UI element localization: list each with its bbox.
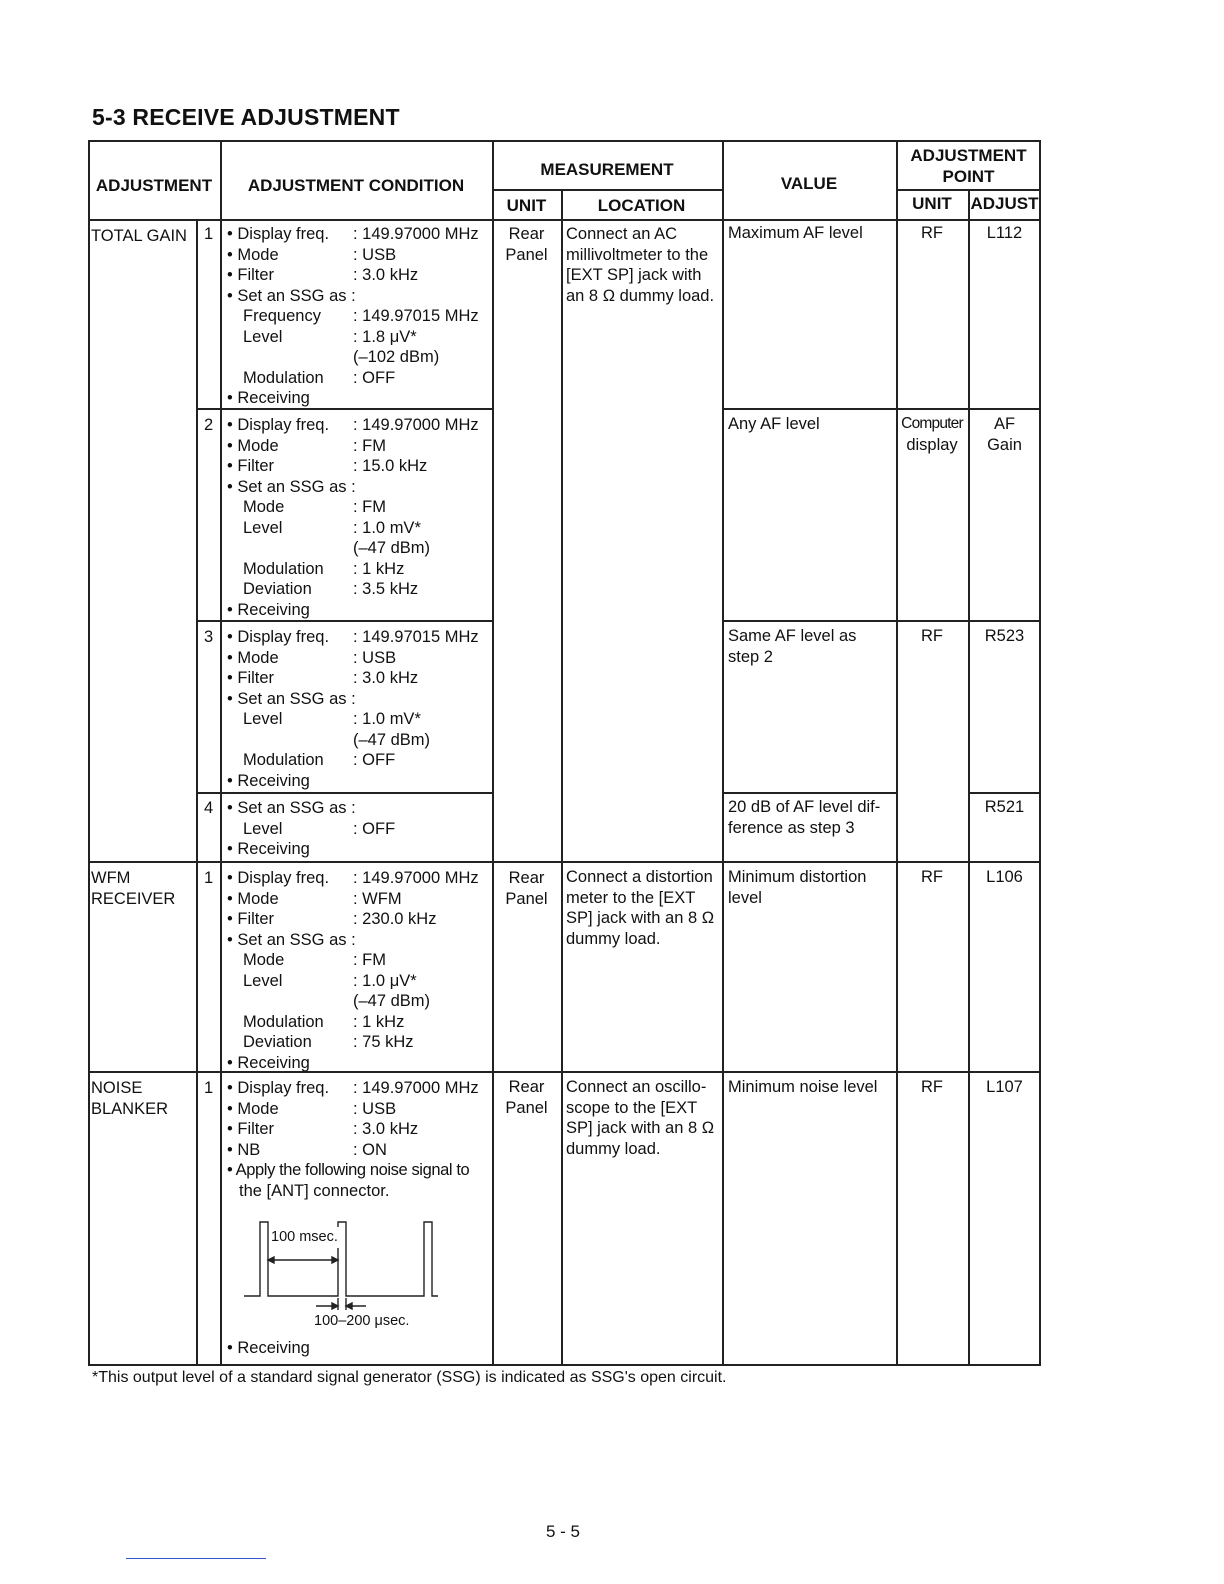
col-divider <box>492 140 494 1366</box>
value-cell <box>728 414 820 435</box>
location-line: an 8 Ω dummy load. <box>566 286 715 305</box>
condition-value: : OFF <box>353 368 396 387</box>
condition-value: : 3.5 kHz <box>353 580 419 598</box>
condition-value: : 149.97015 MHz <box>353 307 479 325</box>
condition-line <box>227 368 489 389</box>
row-divider <box>896 189 1041 191</box>
condition-label: • Set an SSG as : <box>227 799 356 817</box>
value-cell <box>728 797 880 838</box>
section-name-line: NOISE <box>91 1079 143 1097</box>
section-name-line: WFM <box>91 869 131 887</box>
location-line: Connect an AC <box>566 225 677 243</box>
condition-label: • Filter <box>227 669 275 687</box>
condition-label: Level <box>243 971 283 990</box>
condition-value: : USB <box>353 1099 397 1118</box>
meas-location <box>566 1077 717 1159</box>
section-name-line: RECEIVER <box>91 889 176 908</box>
condition-value: : 1.0 mV* <box>353 710 421 728</box>
condition-value: : ON <box>353 1140 387 1159</box>
condition-block <box>227 798 489 860</box>
condition-label: • Display freq. <box>227 869 330 887</box>
condition-line <box>227 930 489 951</box>
condition-label: Level <box>243 518 283 537</box>
condition-label: Modulation <box>243 1012 324 1031</box>
pulse-label-width: 100 msec. <box>270 1227 339 1248</box>
location-line: Connect an oscillo- <box>566 1078 707 1096</box>
value-line: Minimum distortion <box>728 868 867 886</box>
condition-line <box>227 668 489 689</box>
condition-line <box>227 415 489 436</box>
header-bottom <box>88 219 1041 221</box>
condition-label: • Mode <box>227 648 279 667</box>
value-line: ference as step 3 <box>728 818 855 837</box>
meas-unit <box>492 224 561 265</box>
receiving-item: • Receiving <box>227 1339 310 1357</box>
condition-value: : WFM <box>353 889 402 908</box>
condition-label: • Display freq. <box>227 1079 330 1097</box>
condition-line <box>227 347 489 368</box>
ap-adjust-line: Gain <box>987 435 1022 454</box>
condition-value: : OFF <box>353 819 396 838</box>
condition-label: • Filter <box>227 266 275 284</box>
condition-value: : USB <box>353 648 397 667</box>
condition-line <box>227 538 489 559</box>
condition-line <box>227 750 489 771</box>
header-adjustment-point-1: ADJUSTMENT <box>910 146 1027 165</box>
condition-line <box>227 689 489 710</box>
meas-location <box>566 867 717 949</box>
condition-label: • Set an SSG as : <box>227 689 356 708</box>
ap-adjust <box>968 626 1041 647</box>
condition-line <box>227 971 489 992</box>
condition-line <box>227 306 489 327</box>
ap-adjust-line: R523 <box>984 627 1025 645</box>
col-divider <box>968 190 970 1366</box>
value-cell <box>728 867 866 908</box>
section-divider <box>88 861 1041 863</box>
condition-line <box>227 327 489 348</box>
location-line: dummy load. <box>566 929 661 948</box>
meas-unit-line: Panel <box>505 245 548 264</box>
header-unit: UNIT <box>506 196 547 215</box>
condition-label: Modulation <box>243 368 324 387</box>
ap-unit-line: RF <box>921 627 943 645</box>
apply-line: the [ANT] connector. <box>239 1181 390 1200</box>
page-title: 5-3 RECEIVE ADJUSTMENT <box>92 104 400 130</box>
condition-line <box>227 245 489 266</box>
header-ap-adjust: ADJUST <box>970 194 1039 213</box>
condition-label: Level <box>243 327 283 346</box>
location-line: SP] jack with an 8 Ω <box>566 1119 715 1137</box>
condition-line <box>227 730 489 751</box>
col-divider <box>220 140 222 1366</box>
location-line: millivoltmeter to the <box>566 245 709 264</box>
condition-line <box>227 1053 489 1074</box>
header-ap-unit: UNIT <box>912 194 952 213</box>
condition-line <box>227 1140 489 1161</box>
condition-line <box>227 798 489 819</box>
condition-line <box>227 950 489 971</box>
condition-block <box>227 224 489 409</box>
col-divider <box>561 190 563 862</box>
location-line: scope to the [EXT <box>566 1098 698 1117</box>
header-adjustment: ADJUSTMENT <box>95 176 213 195</box>
meas-unit-line: Panel <box>505 1098 548 1117</box>
row-divider <box>492 189 722 191</box>
condition-line <box>227 819 489 840</box>
header-location: LOCATION <box>597 196 686 215</box>
value-cell <box>728 626 856 667</box>
condition-label: Frequency <box>243 307 321 325</box>
condition-value: : 3.0 kHz <box>353 266 419 284</box>
row-divider <box>968 792 1041 794</box>
condition-value: : 149.97015 MHz <box>353 628 479 646</box>
col-divider <box>896 140 898 1366</box>
meas-unit-line: Panel <box>505 889 548 908</box>
condition-block <box>227 415 489 620</box>
footer-rule <box>126 1558 266 1559</box>
condition-line <box>227 388 489 409</box>
condition-value: : 149.97000 MHz <box>353 869 479 887</box>
condition-label: • Receiving <box>227 840 310 858</box>
value-line: level <box>728 888 762 907</box>
condition-label: Mode <box>243 498 285 516</box>
condition-line <box>227 579 489 600</box>
value-cell: Minimum noise level <box>728 1078 878 1096</box>
meas-unit-line: Rear <box>508 1078 545 1096</box>
condition-label: • Filter <box>227 1120 275 1138</box>
ap-adjust <box>968 414 1041 455</box>
ap-unit-line: RF <box>921 224 943 242</box>
header-adjustment-point-2: POINT <box>942 167 995 186</box>
condition-label: Deviation <box>243 1033 312 1051</box>
condition-block <box>227 627 489 791</box>
ap-adjust-line: L112 <box>986 224 1023 242</box>
step-number: 4 <box>204 799 214 817</box>
condition-line <box>227 771 489 792</box>
location-line: meter to the [EXT <box>566 888 696 907</box>
value-line: Maximum AF level <box>728 224 863 242</box>
condition-label: • Mode <box>227 1099 279 1118</box>
condition-value: (–47 dBm) <box>353 730 431 749</box>
condition-label: Mode <box>243 951 285 969</box>
condition-label: Modulation <box>243 559 324 578</box>
condition-value: : 75 kHz <box>353 1033 414 1051</box>
location-line: Connect a distortion <box>566 868 713 886</box>
condition-label: • Set an SSG as : <box>227 286 356 305</box>
row-divider <box>196 792 492 794</box>
row-divider <box>722 792 896 794</box>
condition-label: • Set an SSG as : <box>227 930 356 949</box>
row-divider <box>722 620 1041 622</box>
condition-label: • Display freq. <box>227 225 330 243</box>
ap-unit: RF <box>921 1078 943 1096</box>
ap-unit: RF <box>921 868 943 886</box>
condition-block <box>227 1078 489 1160</box>
value-cell <box>728 223 863 244</box>
ap-unit <box>896 414 968 455</box>
condition-value: : 149.97000 MHz <box>353 1079 479 1097</box>
condition-value: : 149.97000 MHz <box>353 225 479 243</box>
condition-line <box>227 648 489 669</box>
condition-line <box>227 518 489 539</box>
meas-location <box>566 224 717 306</box>
condition-label: • Mode <box>227 436 279 455</box>
condition-line <box>227 709 489 730</box>
header-value: VALUE <box>780 174 838 193</box>
condition-line <box>227 1119 489 1140</box>
condition-value: : FM <box>353 436 386 455</box>
value-line: step 2 <box>728 647 773 666</box>
condition-value: : FM <box>353 951 386 969</box>
location-line: dummy load. <box>566 1139 661 1158</box>
ap-adjust-line: R521 <box>984 798 1025 816</box>
condition-value: : 1.0 mV* <box>353 518 421 537</box>
section-total-gain: TOTAL GAIN <box>91 227 187 245</box>
condition-value: : 3.0 kHz <box>353 1120 419 1138</box>
ap-adjust-line: AF <box>993 415 1016 433</box>
meas-unit <box>492 868 561 909</box>
section-wfm <box>91 868 175 909</box>
condition-value: : OFF <box>353 751 396 769</box>
ap-adjust <box>968 797 1041 818</box>
condition-label: Modulation <box>243 751 324 769</box>
condition-label: • Set an SSG as : <box>227 477 356 496</box>
condition-value: : 1.8 μV* <box>353 327 417 346</box>
condition-label: • NB <box>227 1140 261 1159</box>
condition-line <box>227 559 489 580</box>
condition-label: • Filter <box>227 457 275 475</box>
ap-unit-line: Computer <box>901 415 963 432</box>
condition-label: • Receiving <box>227 389 310 407</box>
condition-line <box>227 1032 489 1053</box>
step-number: 2 <box>204 416 214 434</box>
ap-adjust: L106 <box>986 868 1023 886</box>
receive-adjustment-table <box>88 140 1041 1366</box>
meas-unit-line: Rear <box>508 225 545 243</box>
ap-adjust <box>968 223 1041 244</box>
condition-line <box>227 1099 489 1120</box>
condition-line <box>227 265 489 286</box>
condition-line <box>227 889 489 910</box>
ap-unit <box>896 626 968 647</box>
section-noise-blanker <box>91 1078 168 1119</box>
condition-label: • Filter <box>227 910 275 928</box>
step-number: 1 <box>204 1079 214 1097</box>
condition-line <box>227 600 489 621</box>
step-number: 1 <box>204 225 214 243</box>
condition-value: : 149.97000 MHz <box>353 416 479 434</box>
condition-value: : 15.0 kHz <box>353 457 428 475</box>
apply-line: • Apply the following noise signal to <box>227 1161 470 1179</box>
condition-line <box>227 627 489 648</box>
condition-line <box>227 224 489 245</box>
condition-value: : 1 kHz <box>353 559 405 578</box>
step-number: 1 <box>204 869 214 887</box>
condition-label: • Display freq. <box>227 416 330 434</box>
value-line: 20 dB of AF level dif- <box>728 798 881 816</box>
condition-label: • Mode <box>227 245 279 264</box>
condition-value: : 1 kHz <box>353 1012 405 1031</box>
condition-value: (–47 dBm) <box>353 539 431 557</box>
apply-note <box>227 1160 469 1201</box>
location-line: SP] jack with an 8 Ω <box>566 909 715 927</box>
condition-line <box>227 868 489 889</box>
condition-line <box>227 1078 489 1099</box>
col-divider <box>561 862 563 1366</box>
condition-value: : 1.0 μV* <box>353 971 417 990</box>
condition-value: (–47 dBm) <box>353 992 431 1010</box>
condition-line <box>227 497 489 518</box>
condition-line <box>227 456 489 477</box>
condition-line <box>227 991 489 1012</box>
condition-label: • Mode <box>227 889 279 908</box>
condition-line <box>227 477 489 498</box>
meas-unit <box>492 1077 561 1118</box>
header-measurement: MEASUREMENT <box>540 160 674 179</box>
page-number: 5 - 5 <box>546 1522 581 1541</box>
condition-label: • Display freq. <box>227 628 330 646</box>
row-divider <box>722 408 1041 410</box>
value-line: Same AF level as <box>728 627 857 645</box>
footnote: *This output level of a standard signal generator (SSG) is indicated as SSG's open circuit. <box>92 1369 727 1386</box>
step-number: 3 <box>204 628 214 646</box>
condition-label: Level <box>243 819 283 838</box>
condition-line <box>227 909 489 930</box>
condition-label: • Receiving <box>227 600 310 619</box>
condition-value: : FM <box>353 498 386 516</box>
condition-line <box>227 1012 489 1033</box>
condition-value: (–102 dBm) <box>353 348 440 366</box>
ap-unit-line: display <box>906 435 958 454</box>
meas-unit-line: Rear <box>508 869 545 887</box>
header-condition: ADJUSTMENT CONDITION <box>247 176 465 195</box>
value-line: Any AF level <box>728 415 820 433</box>
condition-value: : 3.0 kHz <box>353 669 419 687</box>
condition-value: : USB <box>353 245 397 264</box>
condition-label: Level <box>243 710 283 728</box>
col-divider <box>722 140 724 1366</box>
condition-label: • Receiving <box>227 1053 310 1072</box>
condition-value: : 230.0 kHz <box>353 910 437 928</box>
row-divider <box>196 620 492 622</box>
ap-unit <box>896 223 968 244</box>
location-line: [EXT SP] jack with <box>566 266 702 284</box>
section-name-line: BLANKER <box>91 1099 169 1118</box>
pulse-label-interval: 100–200 μsec. <box>314 1313 410 1329</box>
condition-block <box>227 868 489 1073</box>
condition-label: Deviation <box>243 580 312 598</box>
condition-line <box>227 286 489 307</box>
condition-line <box>227 436 489 457</box>
condition-line <box>227 839 489 860</box>
ap-adjust: L107 <box>986 1078 1023 1096</box>
condition-label: • Receiving <box>227 771 310 790</box>
